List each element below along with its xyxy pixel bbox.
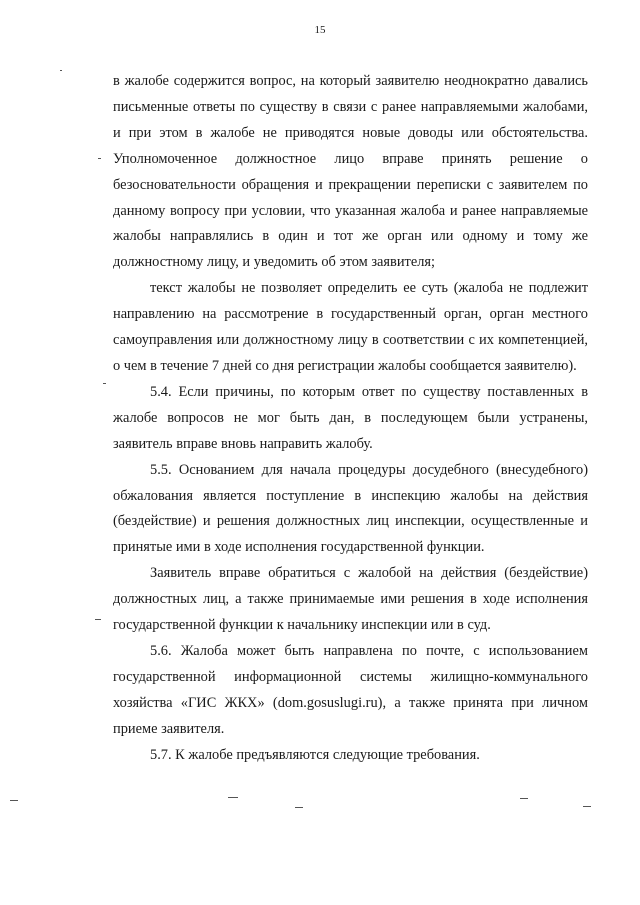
document-body: [113, 69, 588, 768]
paragraph: Заявитель вправе обратиться с жалобой на действия (бездействие) должностных лиц, а также принимаемые ими решения в ходе исполнения государственной функции к начальнику инспекции или в суд.: [113, 565, 588, 634]
scan-speck: [60, 70, 62, 71]
paragraph-continuation: в жалобе содержится вопрос, на который заявителю неоднократно давались письменные ответы по существу в связи с ранее направляемыми жалобами, и при этом в жалобе не приводятся новые доводы или обстоятельства. Уполномоченное должностное лицо вправе принять решение о безосновательности обращения и прекращении переписки с заявителем по данному вопросу при условии, что указанная жалоба и ранее направляемые жалобы направлялись в один и тот же орган или одному и тому же должностному лицу, и уведомить об этом заявителя;: [113, 73, 588, 271]
scan-speck: [583, 806, 591, 807]
scan-speck: [228, 797, 238, 798]
paragraph-5-5: 5.5. Основанием для начала процедуры досудебного (внесудебного) обжалования является поступление в инспекцию жалобы на действия (бездействие) и решения должностных лиц инспекции, осуществленные и принятые ими в ходе исполнения государственной функции.: [113, 461, 588, 556]
paragraph-5-6: 5.6. Жалоба может быть направлена по почте, с использованием государственной информационной системы жилищно-коммунального хозяйства «ГИС ЖКХ» (dom.gosuslugi.ru), а также принята при личном приеме заявителя.: [113, 642, 588, 737]
page-number: 15: [314, 24, 326, 36]
paragraph-5-7: 5.7. К жалобе предъявляются следующие требования.: [150, 746, 480, 763]
paragraph-5-4: 5.4. Если причины, по которым ответ по существу поставленных в жалобе вопросов не мог быть дан, в последующем были устранены, заявитель вправе вновь направить жалобу.: [113, 383, 588, 452]
scan-speck: [10, 800, 18, 801]
paragraph: текст жалобы не позволяет определить ее суть (жалоба не подлежит направлению на рассмотрение в государственный орган, орган местного самоуправления или должностному лицу в соответствии с их компетенцией, о чем в течение 7 дней со дня регистрации жалобы сообщается заявителю).: [113, 280, 588, 374]
scan-speck: [95, 619, 101, 620]
scan-speck: [520, 798, 528, 799]
scan-speck: [295, 807, 303, 808]
scan-speck: [103, 383, 106, 384]
scan-speck: [98, 158, 101, 159]
